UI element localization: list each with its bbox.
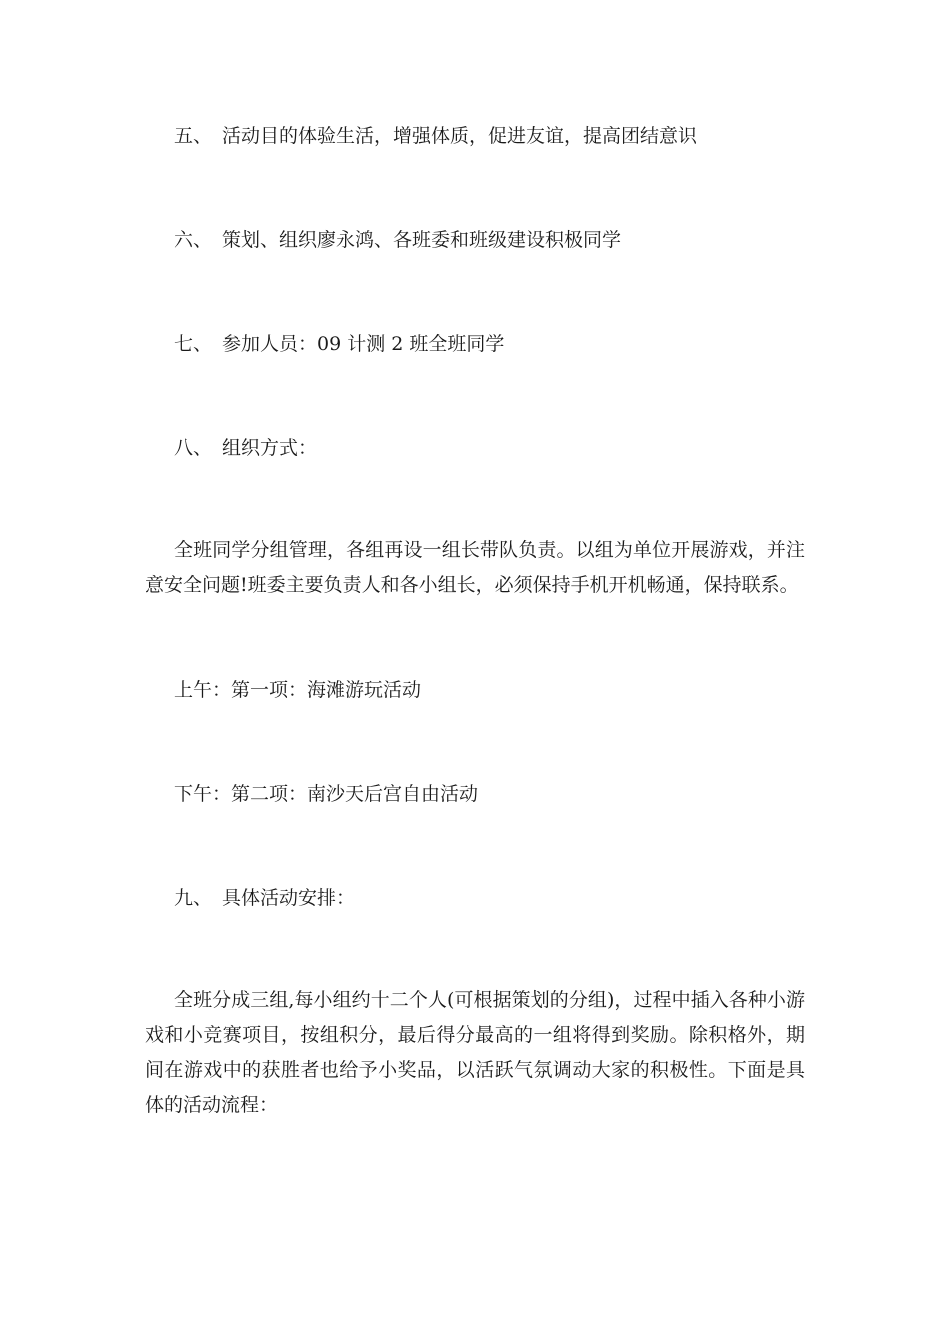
morning-schedule: 上午：第一项：海滩游玩活动: [174, 679, 422, 701]
item-number: 七、: [174, 333, 213, 355]
item-text: 具体活动安排：: [222, 887, 356, 909]
item-number: 六、: [174, 229, 213, 251]
item-8: [174, 439, 317, 458]
arrangement-paragraph: 全班分成三组,每小组约十二个人(可根据策划的分组)，过程中插入各种小游戏和小竞赛项目，按组积分，最后得分最高的一组将得到奖励。除积格外，期间在游戏中的获胜者也给予小奖品，以活跃气氛调动大家的积极性。下面是具体的活动流程：: [145, 989, 805, 1116]
item-number: 八、: [174, 437, 213, 459]
item-5: [174, 127, 697, 146]
item-6: [174, 231, 621, 250]
item-text: 策划、组织廖永鸿、各班委和班级建设积极同学: [222, 229, 622, 251]
item-text: 活动目的体验生活，增强体质，促进友谊，提高团结意识: [222, 125, 698, 147]
afternoon-schedule: 下午：第二项：南沙天后宫自由活动: [174, 783, 479, 805]
item-7: [174, 335, 504, 354]
item-number: 九、: [174, 887, 213, 909]
item-text: 组织方式：: [222, 437, 318, 459]
item-number: 五、: [174, 125, 213, 147]
organization-paragraph: 全班同学分组管理，各组再设一组长带队负责。以组为单位开展游戏，并注意安全问题!班委主要负责人和各小组长，必须保持手机开机畅通，保持联系。: [145, 539, 805, 596]
item-text: 参加人员：09 计测 2 班全班同学: [222, 333, 505, 355]
item-9: [174, 889, 355, 908]
